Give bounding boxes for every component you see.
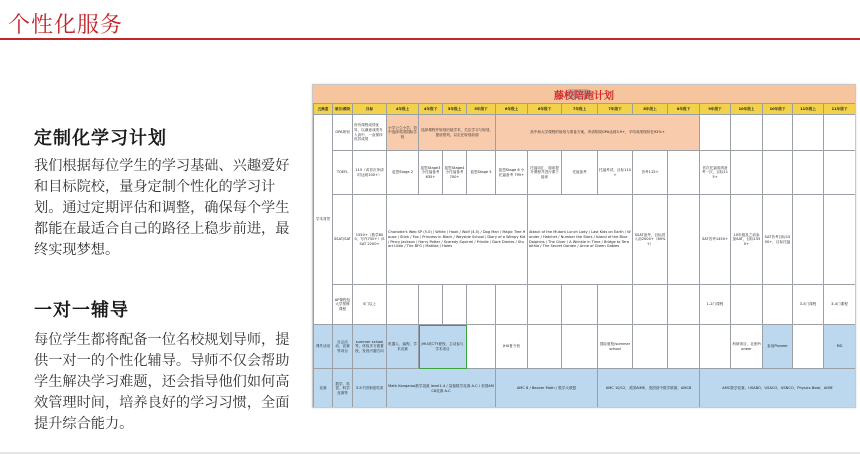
table-cell: [668, 151, 700, 195]
row-module: 社会活动、竞赛等项目: [333, 325, 353, 369]
row-goal: summer school等，体验多方面夏校，发现兴趣方向: [353, 325, 387, 369]
table-row: [314, 325, 856, 369]
table-cell: 选择课程并规划后续学术，关注学习与规划，提前预判，以走在规划前面: [419, 115, 496, 151]
header-cell: 10年级下: [763, 104, 793, 115]
header-cell: 项目/模块: [333, 104, 353, 115]
header-cell: 10年级上: [731, 104, 763, 115]
table-cell: 1-2门课程: [700, 285, 731, 325]
row-goal: 5门以上: [353, 285, 387, 325]
table-cell: 蓝思Stage 2: [387, 151, 419, 195]
row-dimension: 竞赛: [314, 369, 333, 409]
table-cell: 蓝思Stage4 小托福备考 700+: [443, 151, 467, 195]
section-heading-one-on-one: 一对一辅导: [34, 300, 129, 321]
table-header-row: [314, 104, 856, 115]
header-cell: 7年级下: [598, 104, 633, 115]
table-cell: 蓝思Stage 5: [467, 151, 496, 195]
table-cell: AMC 10/12，美国AIME，美国高中数学联赛，AMC8: [598, 369, 700, 409]
table-cell: 托福考试，目标110+: [598, 151, 633, 195]
table-cell: [387, 285, 419, 325]
table-cell: [824, 151, 856, 195]
table-cell: [731, 151, 763, 195]
table-cell: 托福词汇、阅读提升课程并进行课下阅读: [528, 151, 562, 195]
table-cell: [668, 285, 700, 325]
row-goal: 所有课程成绩优异，以满意成绩升入高中，一直保持优异成绩: [353, 115, 387, 151]
table-cell: [731, 285, 763, 325]
table-cell: 参加Pioneer: [763, 325, 793, 369]
table-row: [314, 151, 856, 195]
header-cell: 4年级下: [419, 104, 443, 115]
table-cell: 蓝思Stage3 小托福备考 635+: [419, 151, 443, 195]
table-row: [314, 115, 856, 151]
table-cell: JHU或CTY夏校，主动参与学术项目: [419, 325, 467, 369]
footer-divider: [0, 452, 860, 454]
plan-table: [313, 103, 856, 408]
table-cell: 首考115+: [633, 151, 668, 195]
header-cell: 6年级下: [528, 104, 562, 115]
header-cell: 4年级上: [387, 104, 419, 115]
table-cell: [562, 325, 598, 369]
table-cell: [467, 285, 496, 325]
table-cell: AMC 8 / Beaver Math / 数学大联盟: [496, 369, 598, 409]
row-module: GPA规划: [333, 115, 353, 151]
header-cell: 6年级上: [496, 104, 528, 115]
table-cell: SSAT备考，目标进入前2000+（80%+）: [633, 195, 668, 285]
table-cell: 3-4门课程: [824, 285, 856, 325]
header-cell: 9年级下: [700, 104, 731, 115]
row-module: AP课程及大学预修课程: [333, 285, 353, 325]
section-heading-custom-plan: 定制化学习计划: [34, 128, 167, 149]
table-cell: [824, 115, 856, 151]
table-cell: [562, 285, 598, 325]
table-cell: [598, 285, 633, 325]
table-cell: Math Kangaroo数学袋鼠 level1-4 / 袋鼠数学竞赛 A-C / 美国AMC8竞赛 A-C: [387, 369, 496, 409]
table-row: [314, 369, 856, 409]
row-module: 数学、英语、科学竞赛等: [333, 369, 353, 409]
table-cell: [496, 285, 528, 325]
row-dimension: 课外活动: [314, 325, 333, 369]
reading-list-cell: Attack of the Mutant Lunch Lady / Last Kids on Earth / Wonder / Hatchet / Number the Stars / Island of the Blue Dolphins / The Giver / A Wrinkle in Time / Bridge to Terabithia / The Secret Garden / Anne of Green Gables: [528, 195, 633, 285]
table-cell: 国际夏校/summer school: [598, 325, 633, 369]
table-cell: [419, 285, 443, 325]
header-cell: 7年级上: [562, 104, 598, 115]
table-cell: [793, 115, 824, 151]
section-body-one-on-one: 每位学生都将配备一位名校规划导师，提供一对一的个性化辅导。导师不仅会帮助学生解决学习难题，还会指导他们如何高效管理时间，培养良好的学习习惯，全面提升综合能力。: [34, 332, 290, 432]
row-goal: 3-5个国家级奖项: [353, 369, 387, 409]
table-cell: 小学公立小学，初中选择英国国际学校: [387, 115, 419, 151]
header-cell: 8年级上: [633, 104, 668, 115]
header-cell: 目标: [353, 104, 387, 115]
table-cell: [731, 115, 763, 151]
row-module: TOEFL: [333, 151, 353, 195]
table-cell: [528, 325, 562, 369]
table-cell: 蓝思Stage 6 小托福备考 795+: [496, 151, 528, 195]
table-cell: [467, 325, 496, 369]
header-cell: 8年级下: [668, 104, 700, 115]
table-cell: 机器人、编程、学术竞赛: [387, 325, 419, 369]
table-cell: [793, 151, 824, 195]
page-title: 个性化服务: [8, 13, 124, 38]
table-row: [314, 285, 856, 325]
table-row: [314, 195, 856, 285]
table-cell: 10年级及之前参加SAT，目标1550+: [731, 195, 763, 285]
table-cell: JHU夏令营: [496, 325, 528, 369]
table-cell: [763, 115, 793, 151]
table-cell: RSI: [824, 325, 856, 369]
table-cell: [793, 325, 824, 369]
table-cell: [824, 195, 856, 285]
table-cell: 首次托福成绩备考一次，目标115+: [700, 151, 731, 195]
table-cell: [700, 325, 731, 369]
row-goal: 1550+（数学800，写作750+）/SSAT 2200+: [353, 195, 387, 285]
header-cell: 5年级上: [443, 104, 467, 115]
table-cell: [668, 325, 700, 369]
table-cell: [633, 285, 668, 325]
table-cell: [668, 195, 700, 285]
table-cell: [763, 151, 793, 195]
row-module: SSAT/SAT: [333, 195, 353, 285]
table-cell: SAT首考1450+: [700, 195, 731, 285]
header-cell: 5年级下: [467, 104, 496, 115]
sheet-title: 藤校陪跑计划: [554, 91, 614, 102]
table-cell: [443, 285, 467, 325]
section-body-custom-plan: 我们根据每位学生的学习基础、兴趣爱好和目标院校，量身定制个性化的学习计划。通过定期评估和调整，确保每个学生都能在最适合自己的路径上稳步前进，最终实现梦想。: [34, 158, 290, 258]
header-cell: 11年级上: [793, 104, 824, 115]
table-cell: [528, 285, 562, 325]
table-cell: SAT首考目标1500+，目标托福: [763, 195, 793, 285]
title-divider: [0, 38, 860, 40]
table-cell: [793, 195, 824, 285]
table-cell: 科研项目、社团Pioneer: [731, 325, 763, 369]
row-dimension: 学术背景: [314, 115, 333, 325]
table-cell: [633, 325, 668, 369]
sheet-title-bar: [313, 85, 855, 103]
table-cell: 3-5门课程: [793, 285, 824, 325]
table-cell: 托福备考: [562, 151, 598, 195]
reading-list-cell: Charlotte's Web SP (5.0) / White / Hook / Wolf (4.5) / Dog Man / Magic Tree House / Stink / Fox / Princess in Black / Wayside School / Diary of a Wimpy Kid / Percy Jackson / Harry Potter / Scaredy Squirrel / Frindle / Dork Diaries / Stuart Little / The BFG / Matilda / Holes: [387, 195, 528, 285]
row-goal: 115（或首次申请时达到100+）: [353, 151, 387, 195]
table-cell: 高中和大学课程的规划与准备方案，申请阶段GPA达到3.9+，平均成绩保持在92%+: [496, 115, 700, 151]
plan-spreadsheet-image: [312, 84, 856, 408]
table-cell: [763, 285, 793, 325]
table-cell: AMC数学竞赛，USABO，USACO，USNCO，Physics Bowl，AIME: [700, 369, 856, 409]
header-cell: 五维度: [314, 104, 333, 115]
table-cell: [700, 115, 731, 151]
header-cell: 11年级下: [824, 104, 856, 115]
